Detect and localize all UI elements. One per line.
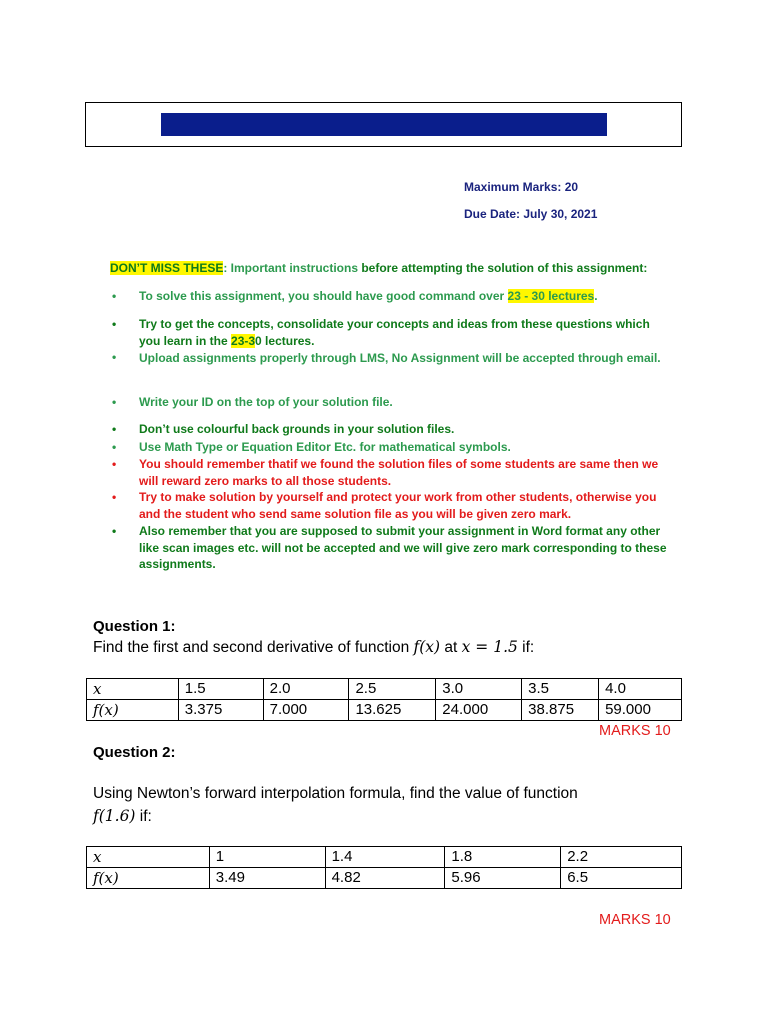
table-cell: 3.0	[436, 679, 522, 700]
table-cell: f(x)	[87, 700, 179, 721]
question-2-text: Using Newton’s forward interpolation formula, find the value of function f(1.6) if:	[93, 785, 578, 825]
header-box	[85, 102, 682, 147]
instruction-text: Use Math Type or Equation Editor Etc. for mathematical symbols.	[139, 440, 511, 454]
bullet-icon: •	[112, 289, 117, 303]
question-1-text: Find the first and second derivative of function f(x) at x = 1.5 if:	[93, 638, 535, 656]
table-cell: 3.5	[522, 679, 599, 700]
table-cell: 6.5	[561, 868, 682, 889]
instructions-heading-rest: before attempting the solution of this assignment:	[361, 261, 648, 275]
table-row	[87, 868, 682, 889]
bullet-icon: •	[112, 440, 117, 454]
bullet-icon: •	[112, 490, 117, 504]
instruction-text: Try to get the concepts, consolidate your concepts and ideas from these questions which you learn in the 23-30 lectures.	[139, 317, 650, 348]
lectures-highlight: 23-3	[231, 333, 256, 348]
table-cell: 38.875	[522, 700, 599, 721]
question-2-title: Question 2:	[93, 744, 176, 761]
bullet-icon: •	[112, 395, 117, 409]
table-cell: 5.96	[445, 868, 561, 889]
table-cell: 2.5	[349, 679, 436, 700]
table-cell: 13.625	[349, 700, 436, 721]
question-1-table	[86, 678, 682, 721]
table-cell: 3.49	[209, 868, 325, 889]
instruction-text: Try to make solution by yourself and protect your work from other students, otherwise you and the student who send same solution file as you will be given zero mark.	[139, 490, 657, 521]
question-1-title: Question 1:	[93, 618, 176, 635]
table-cell: 4.82	[325, 868, 445, 889]
instruction-text: To solve this assignment, you should have good command over 23 - 30 lectures.	[139, 289, 598, 303]
table-cell: 24.000	[436, 700, 522, 721]
table-row	[87, 847, 682, 868]
table-cell: x	[87, 679, 179, 700]
table-cell: 1.4	[325, 847, 445, 868]
table-cell: 1.5	[178, 679, 263, 700]
table-cell: 2.0	[263, 679, 349, 700]
table-cell: 1	[209, 847, 325, 868]
table-cell: 1.8	[445, 847, 561, 868]
due-date: Due Date: July 30, 2021	[464, 207, 598, 221]
question-2-table	[86, 846, 682, 889]
table-row	[87, 700, 682, 721]
instruction-text: Upload assignments properly through LMS, No Assignment will be accepted through email.	[139, 351, 661, 365]
question-1-marks: MARKS 10	[599, 723, 671, 739]
redacted-title-bar	[161, 113, 607, 136]
question-2-marks: MARKS 10	[599, 912, 671, 928]
instructions-heading	[110, 261, 647, 275]
table-cell: 59.000	[599, 700, 682, 721]
bullet-icon: •	[112, 317, 117, 331]
dont-miss-highlight: DON’T MISS THESE	[110, 261, 224, 275]
instruction-text: Write your ID on the top of your solution file.	[139, 395, 393, 409]
instructions-heading-mid: : Important instructions	[223, 261, 362, 275]
maximum-marks: Maximum Marks: 20	[464, 180, 579, 194]
table-cell: x	[87, 847, 210, 868]
table-cell: 2.2	[561, 847, 682, 868]
table-row	[87, 679, 682, 700]
table-cell: 4.0	[599, 679, 682, 700]
table-cell: 3.375	[178, 700, 263, 721]
table-cell: 7.000	[263, 700, 349, 721]
instruction-text: Don’t use colourful back grounds in your solution files.	[139, 422, 455, 436]
table-cell: f(x)	[87, 868, 210, 889]
bullet-icon: •	[112, 422, 117, 436]
bullet-icon: •	[112, 457, 117, 471]
bullet-icon: •	[112, 350, 117, 364]
bullet-icon: •	[112, 524, 117, 538]
lectures-highlight: 23 - 30 lectures	[507, 289, 595, 303]
instruction-text: You should remember thatif we found the solution files of some students are same then we will reward zero marks to all those students.	[139, 457, 659, 488]
instruction-text: Also remember that you are supposed to submit your assignment in Word format any other like scan images etc. will not be accepted and we will give zero mark corresponding to these assignments.	[139, 524, 667, 571]
